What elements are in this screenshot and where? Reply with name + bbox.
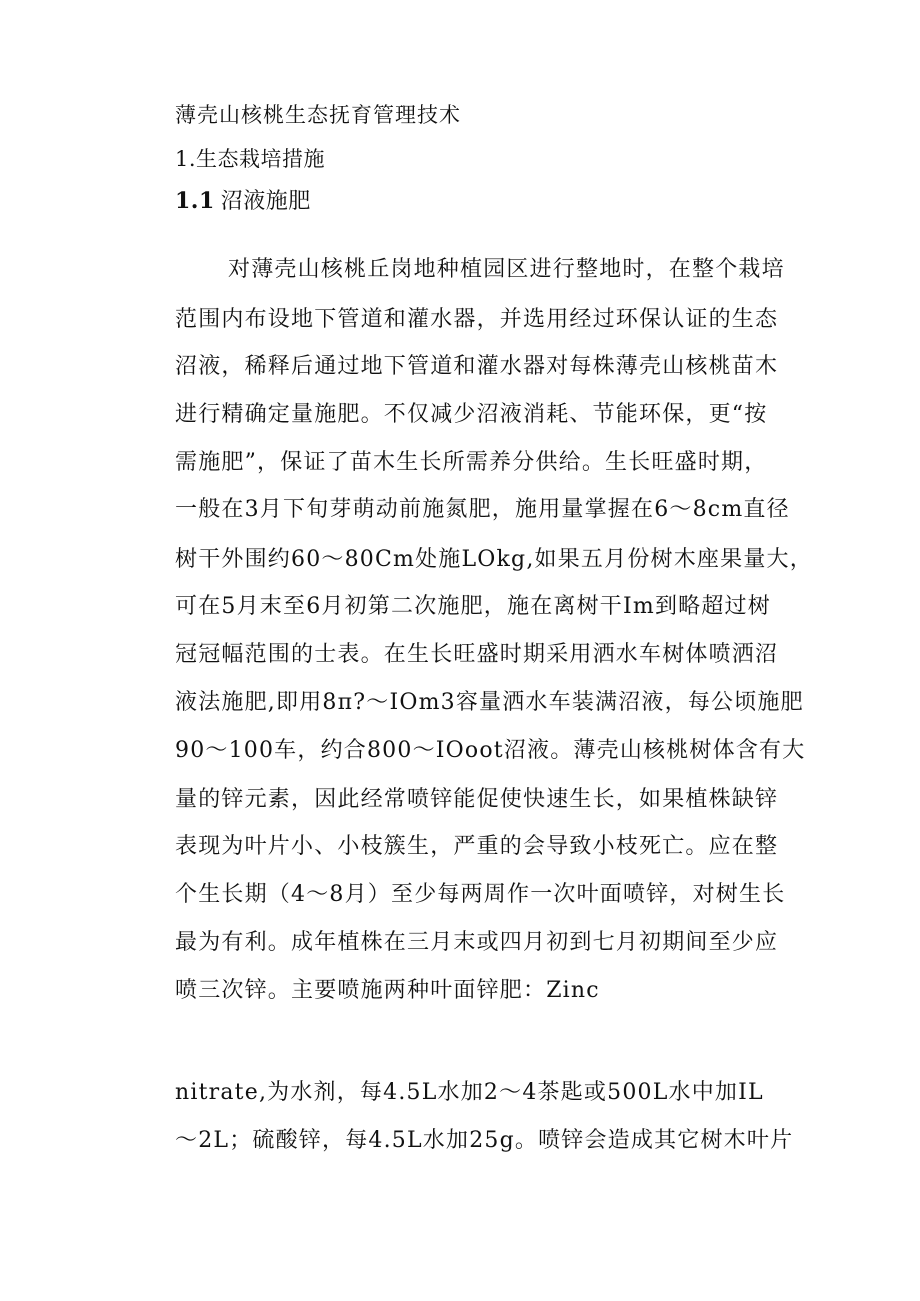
paragraph-line: 需施肥”，保证了苗木生长所需养分供给。生长旺盛时期，	[175, 450, 768, 475]
paragraph-line: 冠冠幅范围的士表。在生长旺盛时期采用洒水车树体喷洒沼	[175, 642, 779, 667]
paragraph-line: 喷三次锌。主要喷施两种叶面锌肥：Zinc	[175, 978, 600, 1003]
paragraph-line: 可在5月末至6月初第二次施肥，施在离树干Im到略超过树	[175, 594, 771, 619]
paragraph-line: 树干外围约60～80Cm处施LOkg,如果五月份树木座果量大，	[175, 547, 813, 572]
section-heading-1-1	[175, 186, 311, 217]
paragraph-line: 最为有利。成年植株在三月末或四月初到七月初期间至少应	[175, 930, 779, 955]
paragraph-line: 对薄壳山核桃丘岗地种植园区进行整地时，在整个栽培	[228, 257, 785, 282]
paragraph-line: 进行精确定量施肥。不仅减少沼液消耗、节能环保，更“按	[175, 402, 768, 427]
paragraph-line: 个生长期（4～8月）至少每两周作一次叶面喷锌，对树生长	[175, 882, 786, 907]
paragraph-line: 范围内布设地下管道和灌水器，并选用经过环保认证的生态	[175, 307, 779, 332]
paragraph-line: 量的锌元素，因此经常喷锌能促使快速生长，如果植株缺锌	[175, 787, 779, 812]
paragraph-line: 沼液，稀释后通过地下管道和灌水器对每株薄壳山核桃苗木	[175, 354, 779, 379]
document-title: 薄壳山核桃生态抚育管理技术	[175, 103, 461, 127]
paragraph-line: ～2L；硫酸锌，每4.5L水加25g。喷锌会造成其它树木叶片	[175, 1128, 794, 1153]
paragraph-line: 90～100车，约合800～IOoot沼液。薄壳山核桃树体含有大	[175, 738, 806, 763]
section-title: 沼液施肥	[220, 189, 311, 214]
paragraph-line: 一般在3月下旬芽萌动前施氮肥，施用量掌握在6～8cm直径	[175, 497, 790, 522]
section-heading-1: 1.生态栽培措施	[175, 147, 326, 171]
paragraph-line: 表现为叶片小、小枝簇生，严重的会导致小枝死亡。应在整	[175, 834, 779, 859]
section-number: 1.1	[175, 188, 215, 214]
paragraph-line: 液法施肥,即用8π?～IOm3容量洒水车装满沼液，每公顷施肥	[175, 690, 804, 715]
paragraph-line: nitrate,为水剂，每4.5L水加2～4茶匙或500L水中加IL	[175, 1080, 764, 1105]
